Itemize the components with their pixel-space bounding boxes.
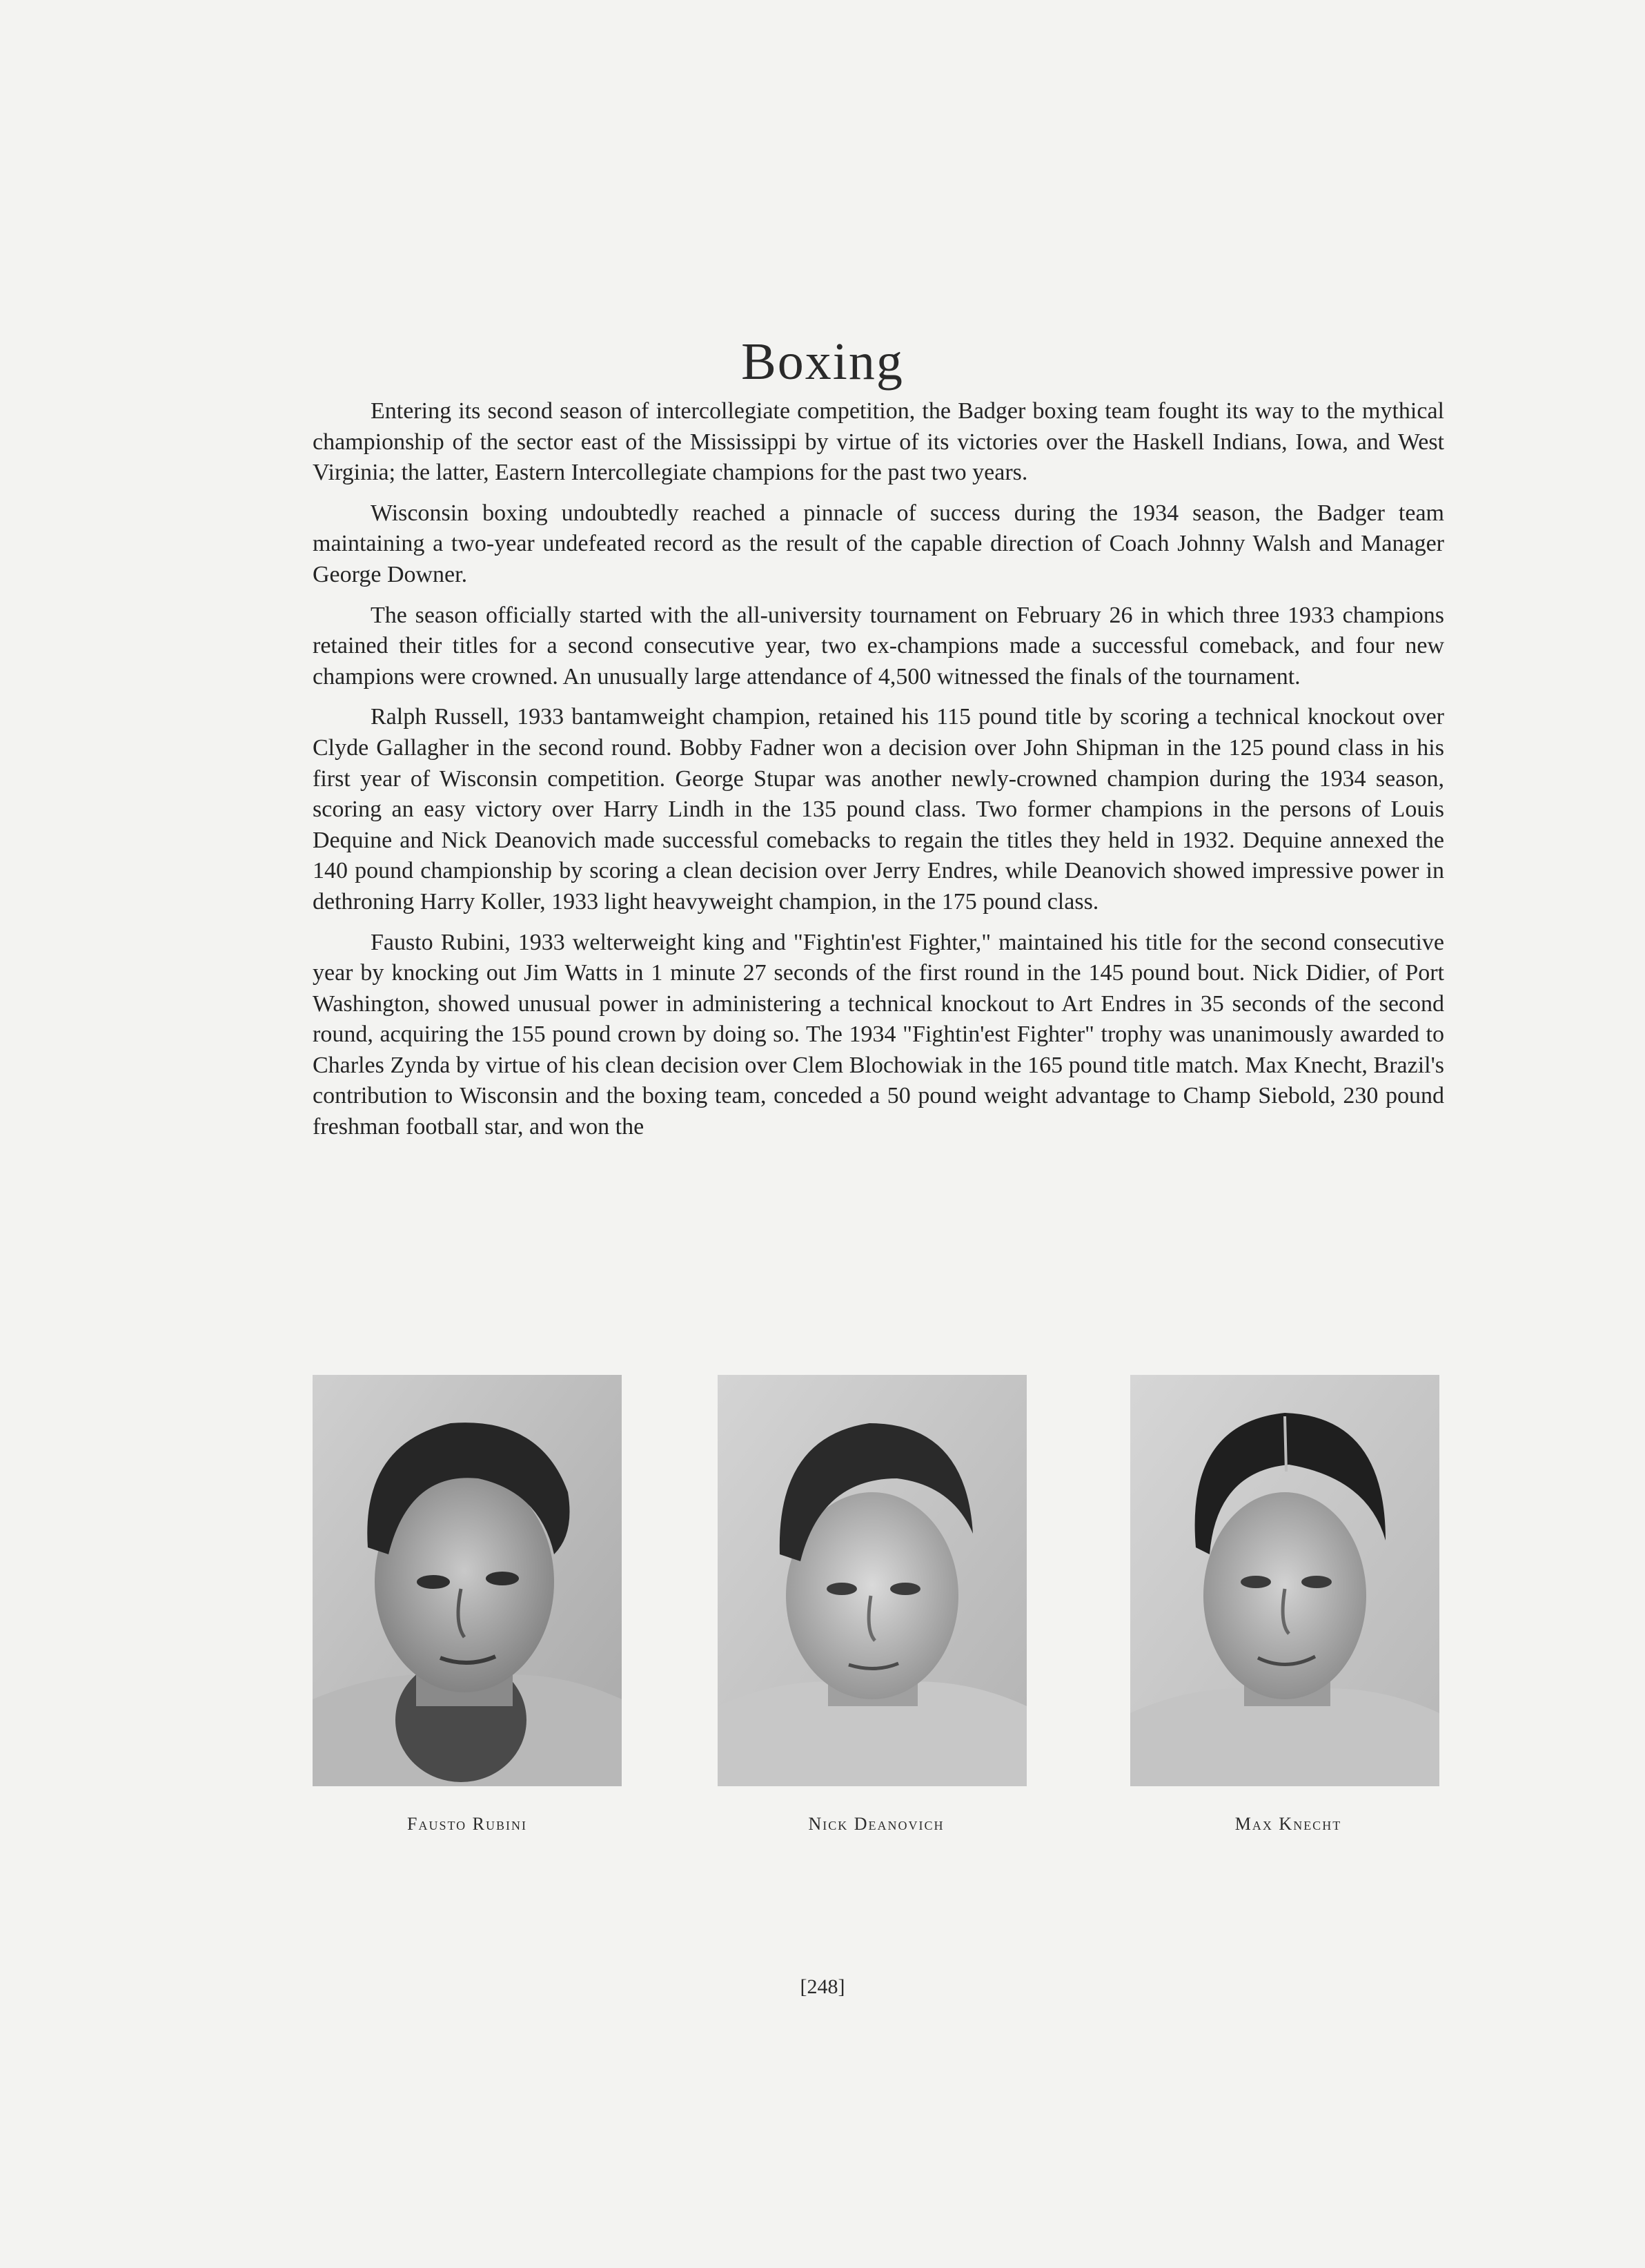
portrait-image: [718, 1375, 1027, 1786]
photo-caption: Fausto Rubini: [407, 1814, 527, 1834]
paragraph: Entering its second season of intercollegiate competition, the Badger boxing team fought its way to the mythical championship of the sector east of the Mississippi by virtue of its victories over the Haskell Indians, Iowa, and West Virginia; the latter, Eastern Intercollegiate champions for the past two years.: [313, 398, 1444, 486]
article-body: [313, 396, 1444, 1153]
photo-nick-deanovich: [718, 1375, 1027, 1786]
page-title: Boxing: [741, 332, 904, 391]
photo-caption: Nick Deanovich: [808, 1814, 945, 1834]
portrait-image: [313, 1375, 622, 1786]
page-number: [248]: [800, 1975, 845, 1998]
photo-max-knecht: [1130, 1375, 1439, 1786]
paragraph: The season officially started with the all-university tournament on February 26 in which three 1933 champions retained their titles for a second consecutive year, two ex-champions made a successful comeback, and four new champions were crowned. An unusually large attendance of 4,500 witnessed the finals of the tournament.: [313, 602, 1444, 690]
paragraph: Wisconsin boxing undoubtedly reached a pinnacle of success during the 1934 season, the Badger team maintaining a two-year undefeated record as the result of the capable direction of Coach Johnny Walsh and Manager George Downer.: [313, 500, 1444, 587]
photo-fausto-rubini: [313, 1375, 622, 1786]
portrait-image: [1130, 1375, 1439, 1786]
paragraph: Fausto Rubini, 1933 welterweight king and "Fightin'est Fighter," maintained his title for the second consecutive year by knocking out Jim Watts in 1 minute 27 seconds of the first round in the 145 pound bout. Nick Didier, of Port Washington, showed unusual power in administering a technical knockout to Art Endres in 35 seconds of the second round, acquiring the 155 pound crown by doing so. The 1934 "Fightin'est Fighter" trophy was unanimously awarded to Charles Zynda by virtue of his clean decision over Clem Blochowiak in the 165 pound title match. Max Knecht, Brazil's contribution to Wisconsin and the boxing team, conceded a 50 pound weight advantage to Champ Siebold, 230 pound freshman football star, and won the: [313, 929, 1444, 1140]
paragraph: Ralph Russell, 1933 bantamweight champion, retained his 115 pound title by scoring a technical knockout over Clyde Gallagher in the second round. Bobby Fadner won a decision over John Shipman in the 125 pound class in his first year of Wisconsin competition. George Stupar was another newly-crowned champion during the 1934 season, scoring an easy victory over Harry Lindh in the 135 pound class. Two former champions in the persons of Louis Dequine and Nick Deanovich made successful comebacks to regain the titles they held in 1932. Dequine annexed the 140 pound championship by scoring a clean decision over Jerry Endres, while Deanovich showed impressive power in dethroning Harry Koller, 1933 light heavyweight champion, in the 175 pound class.: [313, 704, 1444, 915]
photo-caption: Max Knecht: [1234, 1814, 1342, 1834]
